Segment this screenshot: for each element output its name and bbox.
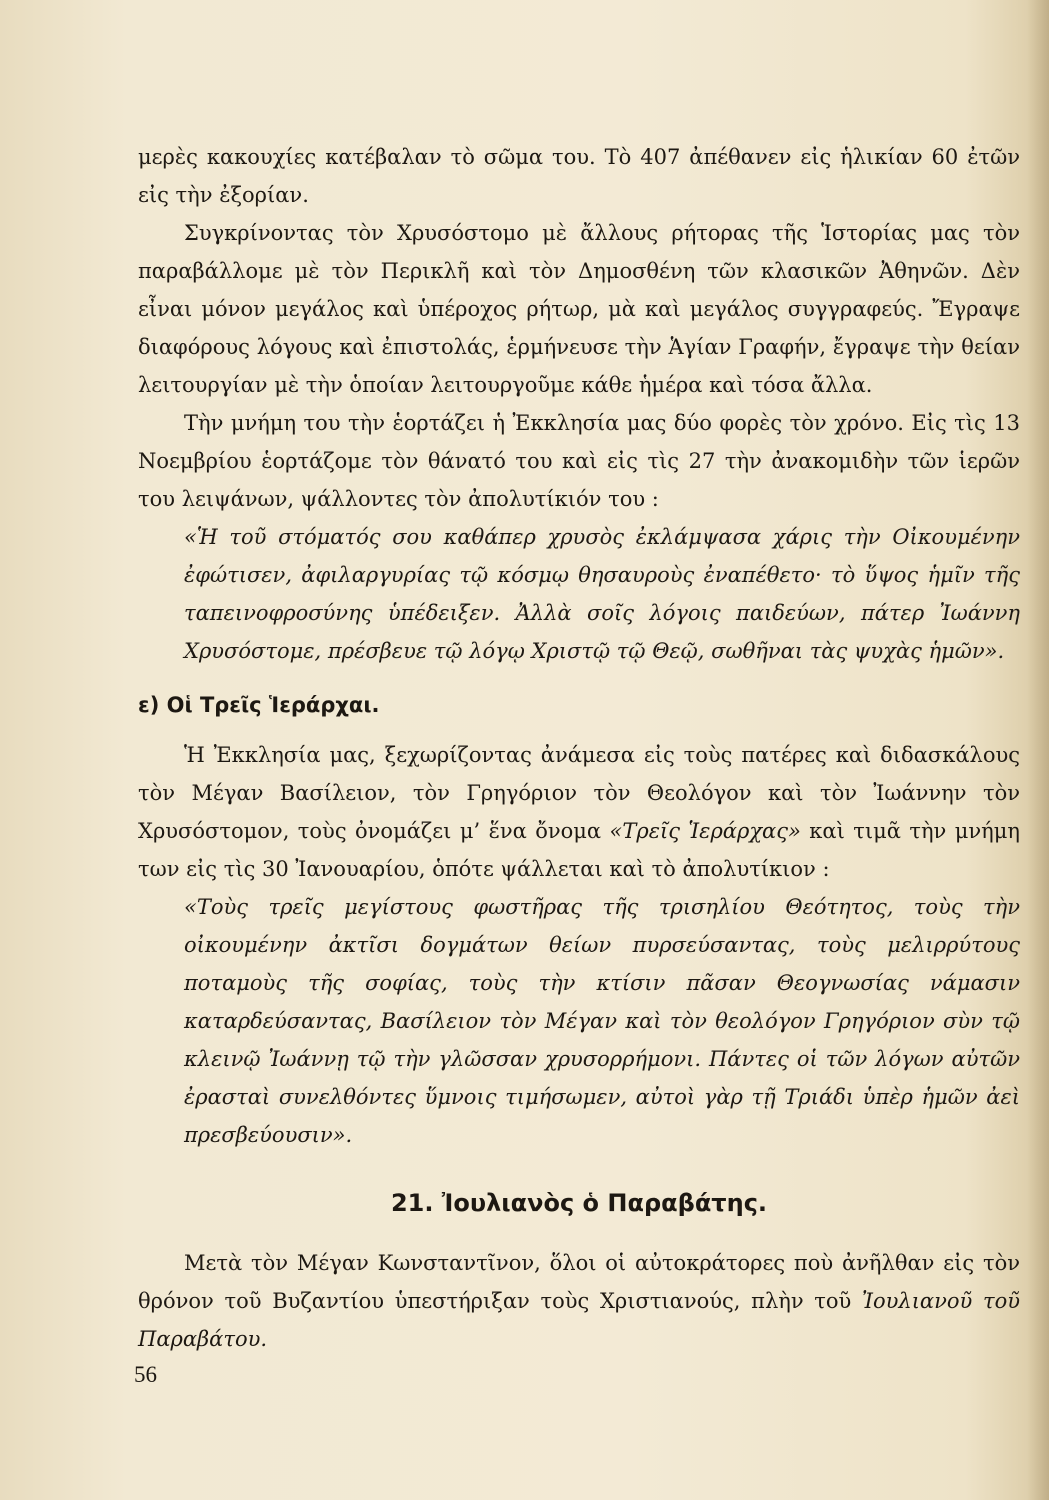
page-edge-shadow [1027, 0, 1049, 1500]
apolytikion-three-hierarchs: «Τοὺς τρεῖς μεγίστους φωστῆρας τῆς τρισηλίου Θεότητος, τοὺς τὴν οἰκουμένην ἀκτῖσι δογμάτων θείων πυρσεύσαντας, τοὺς μελιρρύτους ποταμοὺς τῆς σοφίας, τοὺς τὴν κτίσιν πᾶσαν Θεογνωσίας νάμασιν καταρδεύσαντας, Βασίλειον τὸν Μέγαν καὶ τὸν θεολόγον Γρηγόριον σὺν τῷ κλεινῷ Ἰωάννῃ τῷ τὴν γλῶσσαν χρυσορρήμονι. Πάντες οἱ τῶν λόγων αὐτῶν ἐρασταὶ συνελθόντες ὕμνοις τιμήσωμεν, αὐτοὶ γὰρ τῇ Τριάδι ὑπὲρ ἡμῶν ἀεὶ πρεσβεύουσιν». [184, 895, 1020, 1147]
page-number: 56 [134, 1362, 157, 1387]
three-hierarchs-name: «Τρεῖς Ἱεράρχας» [609, 819, 801, 843]
paragraph-julian-intro [138, 1244, 1020, 1358]
paragraph-feast-days: Τὴν μνήμη του τὴν ἑορτάζει ἡ Ἐκκλησία μας δύο φορὲς τὸν χρόνο. Εἰς τὶς 13 Νοεμβρίου ἑορτάζομε τὸν θάνατό του καὶ εἰς τὶς 27 τὴν ἀνακομιδὴν τῶν ἱερῶν του λειψάνων, ψάλλοντες τὸν ἀπολυτίκιόν του : [138, 411, 1020, 511]
apolytikion-chrysostom: «Ἡ τοῦ στόματός σου καθάπερ χρυσὸς ἐκλάμψασα χάρις τὴν Οἰκουμένην ἐφώτισεν, ἀφιλαργυρίας τῷ κόσμῳ θησαυροὺς ἐναπέθετο· τὸ ὕψος ἡμῖν τῆς ταπεινοφροσύνης ὑπέδειξεν. Ἀλλὰ σοῖς λόγοις παιδεύων, πάτερ Ἰωάννη Χρυσόστομε, πρέσβευε τῷ λόγῳ Χριστῷ τῷ Θεῷ, σωθῆναι τὰς ψυχὰς ἡμῶν». [184, 525, 1020, 663]
paragraph-three-hierarchs-part1: Ἡ Ἐκκλησία μας, ξεχωρίζοντας ἀνάμεσα εἰς τοὺς πατέρες καὶ διδασκάλους τὸν Μέγαν Βασίλειον, τὸν Γρηγόριον τὸν Θεολόγον καὶ τὸν Ἰωάννην τὸν Χρυσόστομον, τοὺς ὀνομάζει μ’ ἕνα ὄνομα [138, 743, 1020, 843]
paragraph-death-of-chrysostom: μερὲς κακουχίες κατέβαλαν τὸ σῶμα του. Τὸ 407 ἀπέθανεν εἰς ἡλικίαν 60 ἐτῶν εἰς τὴν ἐξορίαν. [138, 145, 1020, 207]
paragraph-three-hierarchs [138, 736, 1020, 888]
julian-name: Ἰουλιανοῦ τοῦ Παραβάτου. [138, 1289, 1021, 1351]
paragraph-julian-text: Μετὰ τὸν Μέγαν Κωνσταντῖνον, ὅλοι οἱ αὐτοκράτορες ποὺ ἀνῆλθαν εἰς τὸν θρόνον τοῦ Βυζαντίου ὑπεστήριξαν τοὺς Χριστιανούς, πλὴν τοῦ [138, 1251, 1020, 1313]
paragraph-three-hierarchs-part2: καὶ τιμᾶ τὴν μνήμη των εἰς τὶς 30 Ἰανουαρίου, ὁπότε ψάλλεται καὶ τὸ ἀπολυτίκιον : [138, 819, 1020, 881]
page-text-block [138, 138, 1020, 1358]
section-heading-three-hierarchs: ε) Οἱ Τρεῖς Ἱεράρχαι. [138, 693, 380, 717]
chapter-heading-julian: 21. Ἰουλιανὸς ὁ Παραβάτης. [390, 1189, 768, 1217]
paragraph-comparison-rhetors: Συγκρίνοντας τὸν Χρυσόστομο μὲ ἄλλους ρήτορας τῆς Ἱστορίας μας τὸν παραβάλλομε μὲ τὸν Περικλῆ καὶ τὸν Δημοσθένη τῶν κλασικῶν Ἀθηνῶν. Δὲν εἶναι μόνον μεγάλος καὶ ὑπέροχος ρήτωρ, μὰ καὶ μεγάλος συγγραφεύς. Ἔγραψε διαφόρους λόγους καὶ ἐπιστολάς, ἑρμήνευσε τὴν Ἁγίαν Γραφήν, ἔγραψε τὴν θείαν λειτουργίαν μὲ τὴν ὁποίαν λειτουργοῦμε κάθε ἡμέρα καὶ τόσα ἄλλα. [138, 221, 1020, 397]
